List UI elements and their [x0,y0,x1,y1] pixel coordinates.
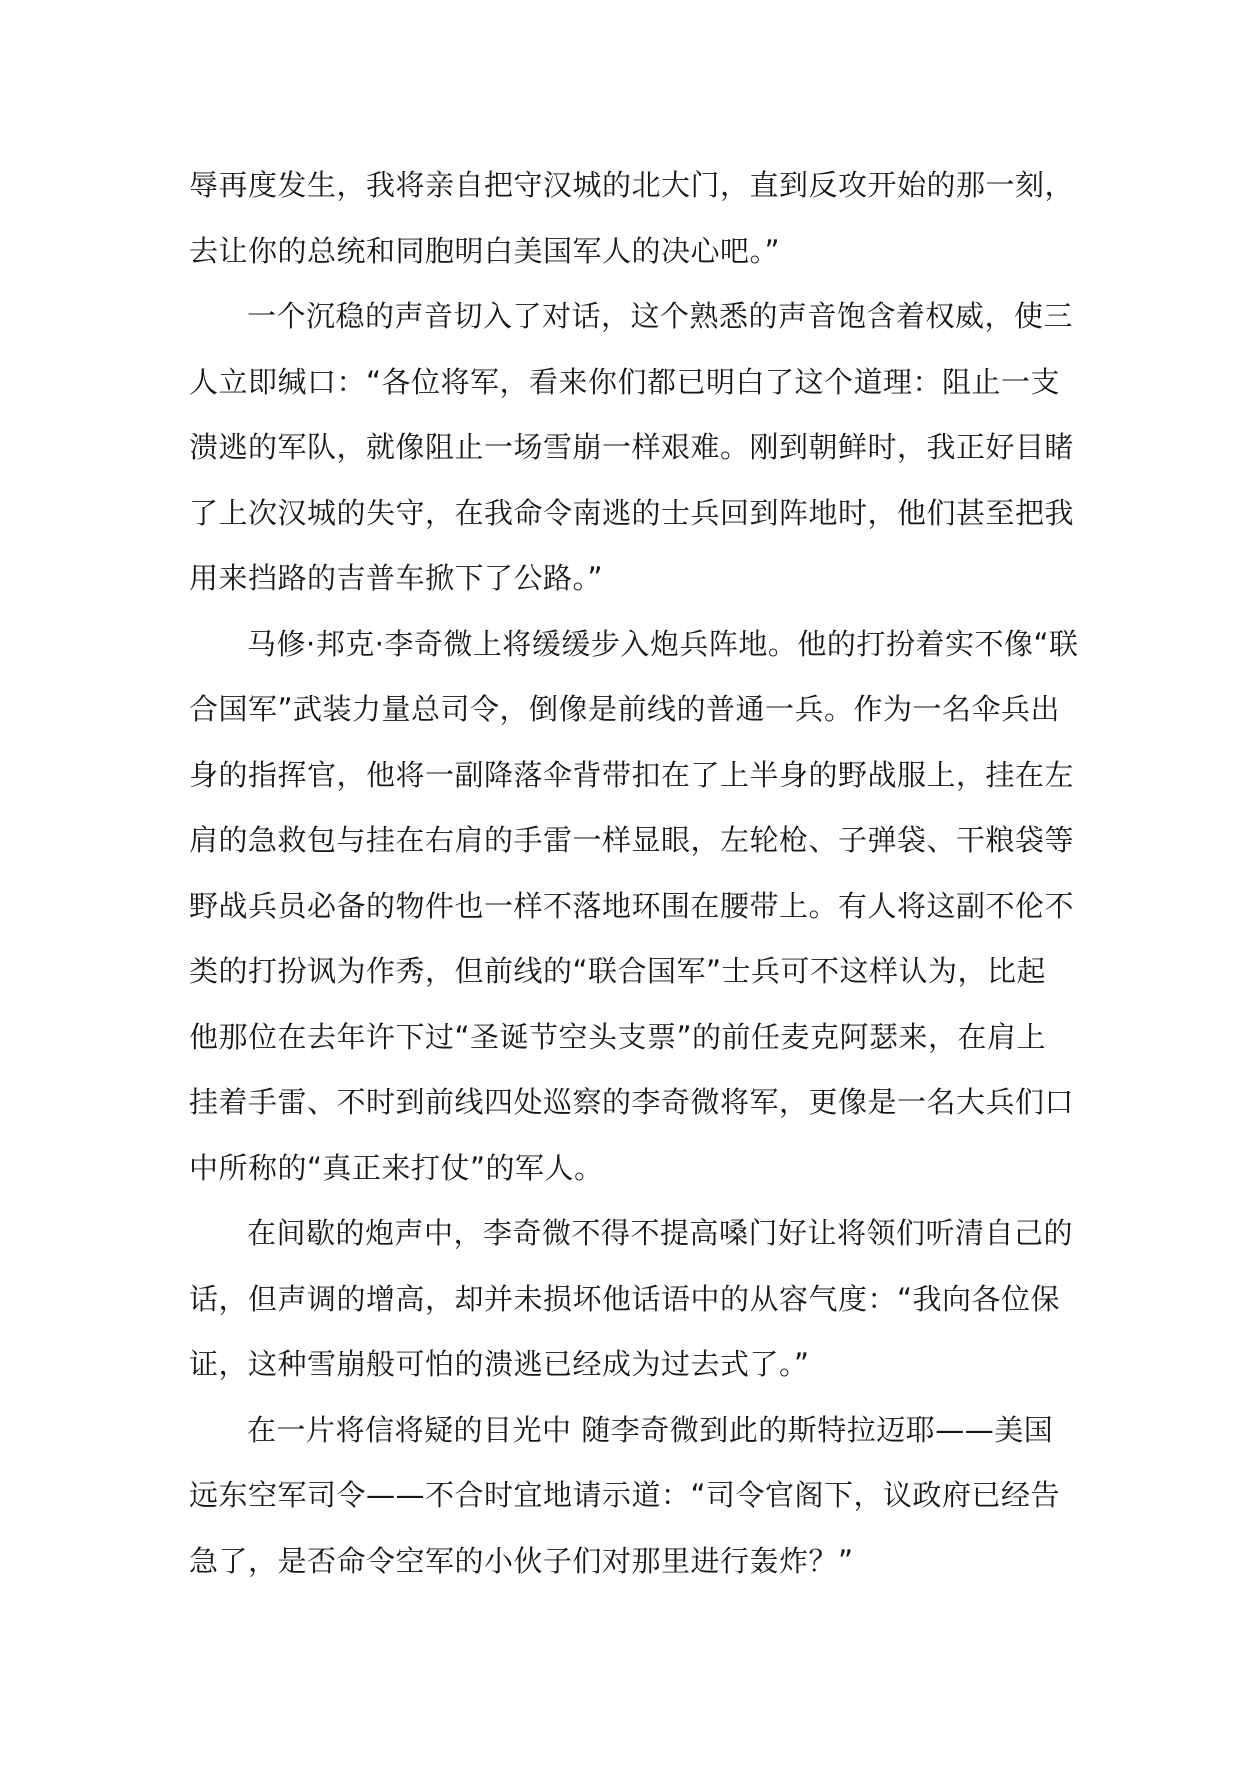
text-line: 远东空军司令——不合时宜地请示道：“司令官阁下，议政府已经告 [189,1478,1061,1512]
text-line: 肩的急救包与挂在右肩的手雷一样显眼，左轮枪、子弹袋、干粮袋等 [189,823,1075,857]
text-line: 辱再度发生，我将亲自把守汉城的北大门，直到反攻开始的那一刻， [189,168,1075,202]
text-line: 野战兵员必备的物件也一样不落地环围在腰带上。有人将这副不伦不 [189,888,1075,923]
text-line: 话，但声调的增高，却并未损坏他话语中的从容气度：“我向各位保 [189,1281,1061,1316]
paragraph-start-line: 在一片将信将疑的目光中 随李奇微到此的斯特拉迈耶——美国 [247,1412,1054,1447]
text-line: 类的打扮讽为作秀，但前线的“联合国军”士兵可不这样认为，比起 [189,954,1047,988]
text-line: 证，这种雪崩般可怕的溃逃已经成为过去式了。” [189,1347,810,1381]
paragraph-start-line: 在间歇的炮声中，李奇微不得不提高嗓门好让将领们听清自己的 [247,1216,1074,1250]
text-line: 用来挡路的吉普车掀下了公路。” [189,561,604,595]
text-line: 了上次汉城的失守，在我命令南逃的士兵回到阵地时，他们甚至把我 [189,495,1075,530]
text-line: 急了，是否命令空军的小伙子们对那里进行轰炸？” [189,1543,854,1578]
paragraph-start-line: 马修·邦克·李奇微上将缓缓步入炮兵阵地。他的打扮着实不像“联 [247,626,1079,661]
text-line: 去让你的总统和同胞明白美国军人的决心吧。” [189,233,781,268]
body-text [189,153,1079,1594]
text-line: 合国军”武装力量总司令，倒像是前线的普通一兵。作为一名伞兵出 [189,692,1061,726]
paragraph-start-line: 一个沉稳的声音切入了对话，这个熟悉的声音饱含着权威，使三 [247,299,1074,333]
text-line: 他那位在去年许下过“圣诞节空头支票”的前任麦克阿瑟来，在肩上 [189,1019,1047,1054]
text-line: 挂着手雷、不时到前线四处巡察的李奇微将军，更像是一名大兵们口 [189,1085,1075,1119]
text-line: 人立即缄口：“各位将军，看来你们都已明白了这个道理：阻止一支 [189,364,1061,399]
text-line: 身的指挥官，他将一副降落伞背带扣在了上半身的野战服上，挂在左 [189,757,1075,792]
text-line: 中所称的“真正来打仗”的军人。 [189,1150,604,1185]
text-line: 溃逃的军队，就像阻止一场雪崩一样艰难。刚到朝鲜时，我正好目睹 [189,430,1075,464]
